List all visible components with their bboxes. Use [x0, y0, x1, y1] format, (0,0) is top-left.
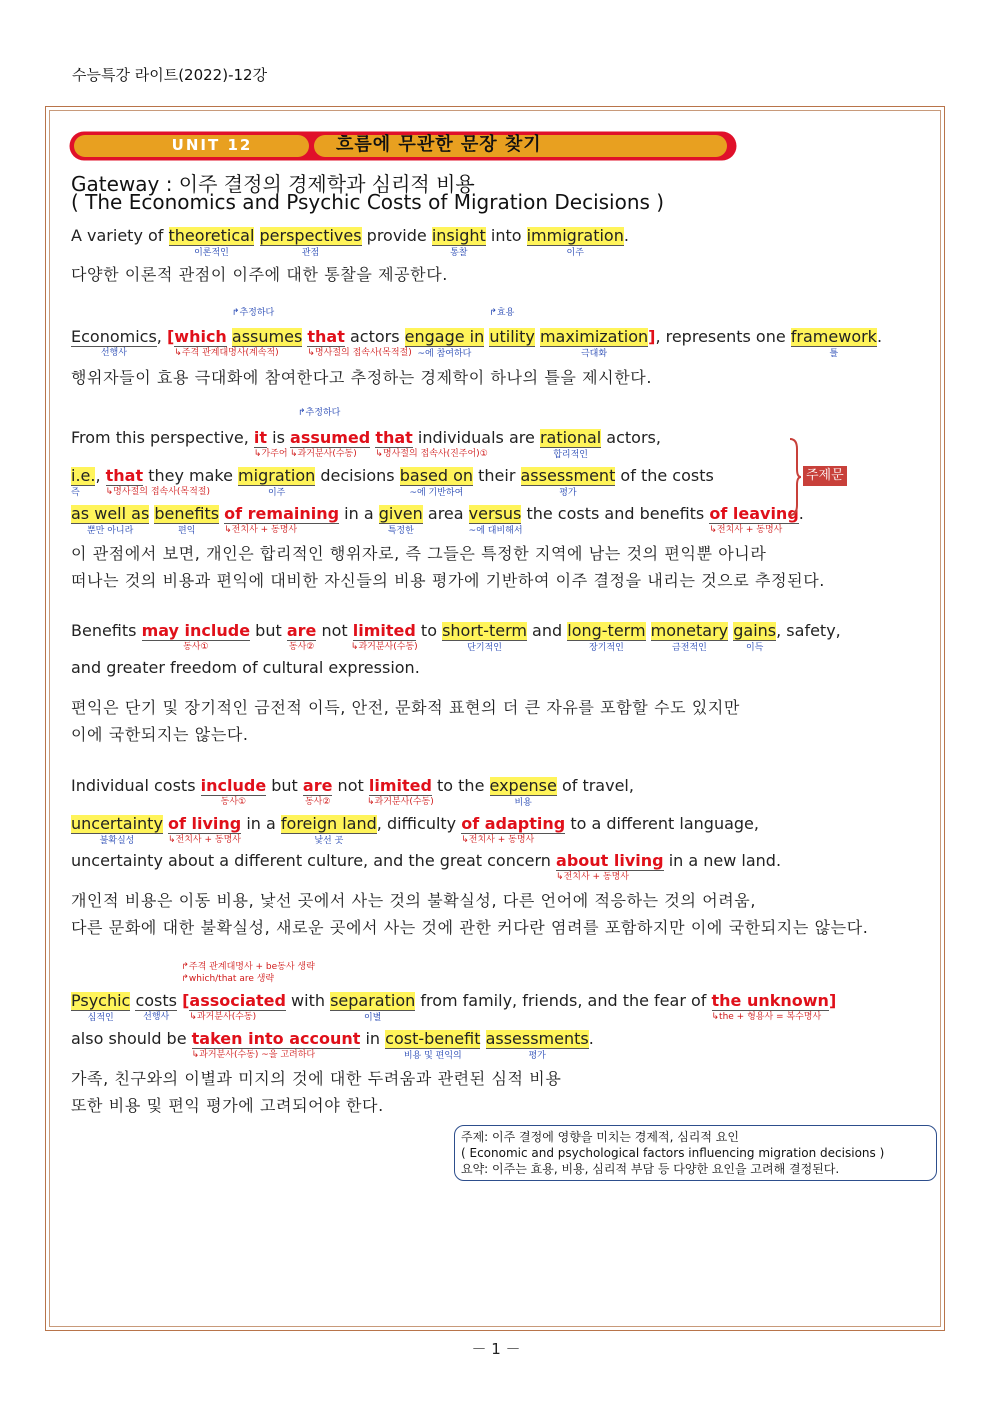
word: that — [307, 327, 345, 346]
word: which — [174, 327, 227, 346]
vocab-word — [539, 428, 602, 460]
grammar-note: ↳과거분사(수동) — [350, 642, 418, 652]
vocab-word — [442, 621, 527, 653]
sentence-1 — [71, 226, 629, 258]
text: actors — [344, 327, 405, 346]
topic-sentence-brace — [788, 437, 802, 517]
unit-label: UNIT 12 — [171, 136, 253, 154]
gateway-title-ko: Gateway : 이주 결정의 경제학과 심리적 비용 — [71, 172, 475, 196]
word: costs — [135, 991, 177, 1010]
word: framework — [790, 327, 877, 346]
word: theoretical — [168, 226, 255, 245]
text: actors, — [601, 428, 661, 447]
gateway-title-en: ( The Economics and Psychic Costs of Migration Decisions ) — [71, 190, 665, 214]
word-gloss: 즉 — [71, 488, 80, 498]
grammar-word — [711, 991, 829, 1022]
grammar-note: ↳전치사 + 동명사 — [168, 835, 241, 845]
text: Individual costs — [71, 776, 201, 795]
text: , — [95, 466, 106, 485]
word: engage in — [404, 327, 485, 346]
grammar-word — [168, 814, 242, 845]
grammar-note: ↱주격 관계대명사 + be동사 생략 — [181, 962, 315, 972]
bracket: [ — [166, 327, 175, 346]
bracket: ] — [648, 327, 656, 346]
translation-4-line-1: 편익은 단기 및 장기적인 금전적 이득, 안전, 문화적 표현의 더 큰 자유를 포함할 수도 있지만 — [71, 698, 740, 717]
text: . — [876, 327, 883, 346]
word-gloss: 통찰 — [450, 248, 468, 258]
word: about living — [556, 851, 664, 870]
vocab-word — [280, 814, 377, 846]
word-gloss: 이별 — [363, 1013, 382, 1023]
word: given — [378, 504, 423, 523]
word-gloss: 이주 — [566, 248, 584, 258]
vocab-word — [468, 504, 523, 536]
word: maximization — [539, 327, 649, 346]
translation-5-line-1: 개인적 비용은 이동 비용, 낯선 곳에서 사는 것의 불확실성, 다른 언어에 적응하는 것의 어려움, — [71, 891, 757, 910]
grammar-word — [350, 621, 418, 652]
grammar-word — [141, 621, 251, 652]
unit-topic: 흐름에 무관한 문장 찾기 — [336, 134, 542, 155]
text: but — [266, 776, 303, 795]
word: assessments — [485, 1029, 589, 1048]
word-gloss: 비용 — [514, 798, 532, 808]
vocab-word — [71, 466, 96, 498]
grammar-word — [224, 504, 340, 535]
sentence-3-line-3 — [71, 504, 804, 536]
text: . — [798, 504, 804, 523]
word: of remaining — [224, 504, 340, 523]
text: area — [422, 504, 469, 523]
page-number: － 1 － — [471, 1340, 521, 1358]
translation-3-line-2: 떠나는 것의 비용과 편익에 대비한 자신들의 비용 평가에 기반하여 이주 결정을 내리는 것으로 추정된다. — [71, 571, 825, 590]
sentence-3-line-2 — [71, 466, 714, 498]
grammar-note: 동사① — [220, 797, 247, 807]
word: it — [253, 428, 268, 447]
vocab-word — [489, 308, 535, 347]
text: to a different language, — [565, 814, 759, 833]
word: are — [302, 776, 333, 795]
text: they make — [143, 466, 239, 485]
word: long-term — [567, 621, 646, 640]
text: decisions — [315, 466, 400, 485]
word: limited — [352, 621, 416, 640]
grammar-note: ↳전치사 + 동명사 — [461, 835, 535, 845]
text: of travel, — [556, 776, 634, 795]
bracket: ] — [828, 991, 837, 1010]
word: the unknown — [711, 991, 829, 1010]
word: gains — [733, 621, 777, 640]
unit-banner — [68, 130, 738, 162]
sentence-6-line-2 — [71, 1029, 594, 1061]
text: From this perspective, — [71, 428, 254, 447]
word-gloss: 관점 — [301, 248, 320, 258]
text: to the — [431, 776, 490, 795]
word: immigration — [526, 226, 624, 245]
text: but — [250, 621, 287, 640]
translation-6-line-2: 또한 비용 및 편익 평가에 고려되어야 한다. — [71, 1096, 384, 1115]
word-gloss: ~에 기반하여 — [409, 488, 464, 498]
word-gloss: 틀 — [829, 349, 839, 359]
vocab-word — [71, 504, 150, 536]
translation-5-line-2: 다른 문화에 대한 불확실성, 새로운 곳에서 사는 것에 관한 커다란 염려를 포함하지만 이에 국한되지는 않는다. — [71, 918, 869, 937]
word: cost-benefit — [385, 1029, 481, 1048]
sentence-5-line-1 — [71, 776, 634, 808]
vocab-word — [71, 814, 163, 846]
word: migration — [238, 466, 316, 485]
word: Psychic — [71, 991, 131, 1010]
text: , represents one — [655, 327, 791, 346]
grammar-note: ↳과거분사(수동) — [290, 449, 357, 459]
grammar-word — [461, 814, 566, 845]
text: from family, friends, and the fear of — [415, 991, 712, 1010]
grammar-word — [290, 408, 371, 459]
text: provide — [361, 226, 432, 245]
text: to — [415, 621, 443, 640]
text: the costs and benefits — [521, 504, 710, 523]
vocab-word — [404, 327, 485, 359]
grammar-note: ↳전치사 + 동명사 — [709, 525, 783, 535]
vocab-word — [259, 226, 362, 258]
text: , — [156, 327, 167, 346]
vocab-word — [790, 327, 877, 359]
word-gloss: ~에 대비해서 — [468, 526, 523, 536]
vocab-word — [650, 621, 729, 653]
word-gloss: 불확실성 — [99, 836, 135, 846]
vocab-word — [385, 1029, 481, 1061]
word-gloss: 선행사 — [143, 1012, 170, 1022]
grammar-note: ↳전치사 + 동명사 — [556, 872, 629, 882]
word-gloss: ~에 참여하다 — [417, 349, 472, 359]
grammar-word — [556, 851, 664, 882]
vocab-word — [330, 991, 416, 1023]
grammar-note: 동사① — [183, 642, 209, 652]
translation-6-line-1: 가족, 친구와의 이별과 미지의 것에 대한 두려움과 관련된 심적 비용 — [71, 1069, 562, 1088]
grammar-word — [191, 1029, 361, 1060]
translation-3-line-1: 이 관점에서 보면, 개인은 합리적인 행위자로, 즉 그들은 특정한 지역에 남는 것의 편익뿐 아니라 — [71, 544, 767, 563]
word: benefits — [154, 504, 220, 523]
vocab-word — [154, 504, 220, 536]
word: separation — [330, 991, 416, 1010]
grammar-word — [286, 621, 317, 652]
word-gloss: 평가 — [528, 1051, 546, 1061]
vocab-word — [168, 226, 255, 258]
word-gloss: 선행사 — [100, 348, 127, 358]
word-gloss: 단기적인 — [467, 643, 502, 653]
text: of the costs — [615, 466, 714, 485]
word: monetary — [650, 621, 729, 640]
grammar-word — [302, 776, 333, 807]
word: versus — [468, 504, 522, 523]
vocab-word — [431, 226, 486, 258]
word: taken into account — [191, 1029, 361, 1048]
sentence-3-line-1 — [71, 408, 661, 460]
vocab-word — [231, 308, 303, 347]
word-gloss: 편익 — [178, 526, 196, 536]
sentence-5-line-3 — [71, 851, 782, 882]
sentence-4-line-1 — [71, 621, 841, 653]
word-gloss: 극대화 — [580, 349, 608, 359]
word: short-term — [442, 621, 527, 640]
text: not — [332, 776, 369, 795]
vocab-word — [238, 466, 316, 498]
word-gloss: 이득 — [745, 643, 764, 653]
word: expense — [489, 776, 557, 795]
grammar-note: ↳the + 형용사 = 복수명사 — [711, 1012, 822, 1022]
word: as well as — [71, 504, 150, 523]
word-gloss: ↱추정하다 — [298, 408, 341, 418]
grammar-word — [200, 776, 267, 807]
grammar-note: ↳명사절의 접속사(목적절) — [105, 487, 211, 497]
text: , difficulty — [376, 814, 462, 833]
grammar-note: ↳과거분사(수동) ~을 고려하다 — [191, 1050, 316, 1060]
translation-4-line-2: 이에 국한되지는 않는다. — [71, 725, 249, 744]
text: Benefits — [71, 621, 142, 640]
grammar-note: 동사② — [304, 797, 331, 807]
text: with — [285, 991, 331, 1010]
vocab-word — [489, 776, 557, 808]
word-gloss: 뿐만 아니라 — [86, 526, 134, 536]
grammar-note: ↳가주어 — [253, 449, 288, 459]
word: i.e. — [71, 466, 96, 485]
word: limited — [368, 776, 432, 795]
word: that — [375, 428, 413, 447]
text: into — [485, 226, 527, 245]
text: . — [588, 1029, 594, 1048]
summary-theme: 주제: 이주 결정에 영향을 미치는 경제적, 심리적 요인 — [461, 1130, 739, 1144]
word: based on — [399, 466, 474, 485]
sentence-2 — [71, 308, 883, 359]
summary-box — [454, 1125, 937, 1181]
text: their — [473, 466, 521, 485]
document-header: 수능특강 라이트(2022)-12강 — [72, 66, 268, 84]
text: uncertainty about a different culture, and the great concern — [71, 851, 557, 870]
text: is — [267, 428, 291, 447]
sentence-4-line-2: and greater freedom of cultural expression. — [71, 658, 420, 677]
word-gloss: 낯선 곳 — [314, 836, 344, 846]
word: rational — [539, 428, 602, 447]
vocab-word — [567, 621, 646, 653]
word-gloss: 금전적인 — [672, 643, 707, 653]
text: not — [316, 621, 353, 640]
word: assumed — [290, 428, 371, 447]
grammar-note: ↳명사절의 접속사(진주어)① — [375, 449, 488, 459]
grammar-word — [367, 776, 434, 807]
topic-sentence-badge: 주제문 — [803, 466, 847, 486]
translation-2: 행위자들이 효용 극대화에 참여한다고 추정하는 경제학이 하나의 틀을 제시한다. — [71, 368, 653, 387]
grammar-note: ↳과거분사(수동) — [189, 1012, 257, 1022]
word: may include — [141, 621, 251, 640]
word-gloss: 심적인 — [87, 1013, 114, 1023]
word: insight — [431, 226, 486, 245]
word: Economics — [71, 327, 157, 346]
word: assessment — [520, 466, 616, 485]
word: include — [200, 776, 267, 795]
word: assumes — [231, 327, 303, 346]
word: utility — [489, 327, 535, 346]
text: in — [360, 1029, 386, 1048]
vocab-word — [485, 1029, 589, 1061]
grammar-note: ↳명사절의 접속사(목적절) — [307, 348, 412, 358]
grammar-note: ↳주격 관계대명사(계속적) — [174, 348, 279, 358]
grammar-note: ↱which/that are 생략 — [181, 974, 275, 984]
vocab-word — [71, 991, 131, 1023]
text: . — [623, 226, 629, 245]
translation-1: 다양한 이론적 관점이 이주에 대한 통찰을 제공한다. — [71, 265, 448, 284]
bracket: [ — [182, 991, 190, 1010]
text: and — [526, 621, 568, 640]
word-gloss: 합리적인 — [553, 450, 588, 460]
vocab-word — [378, 504, 423, 536]
word-gloss: 평가 — [559, 488, 577, 498]
word-gloss: 비용 및 편익의 — [403, 1051, 462, 1061]
sentence-6-line-1 — [71, 962, 837, 1023]
word-gloss: 이론적인 — [194, 248, 229, 258]
text: in a new land. — [663, 851, 782, 870]
word-gloss: ↱효용 — [489, 308, 515, 318]
word: that — [105, 466, 144, 485]
word: are — [286, 621, 317, 640]
vocab-word — [520, 466, 616, 498]
word: of living — [168, 814, 242, 833]
text: in a — [241, 814, 281, 833]
vocab-word — [539, 327, 649, 359]
text: individuals are — [412, 428, 540, 447]
vocab-word — [733, 621, 777, 653]
word: uncertainty — [71, 814, 163, 833]
word-gloss: 장기적인 — [589, 643, 624, 653]
text: in a — [339, 504, 379, 523]
word: foreign land — [280, 814, 377, 833]
vocab-word — [399, 466, 474, 498]
vocab-word — [135, 991, 177, 1022]
vocab-word — [71, 327, 157, 358]
word: associated — [189, 991, 286, 1010]
word-gloss: 이주 — [267, 488, 286, 498]
text: A variety of — [71, 226, 169, 245]
word: of adapting — [461, 814, 566, 833]
grammar-note: ↳전치사 + 동명사 — [224, 525, 298, 535]
grammar-note: 동사② — [288, 642, 315, 652]
word: perspectives — [259, 226, 362, 245]
sentence-5-line-2 — [71, 814, 759, 846]
word-gloss: 특정한 — [387, 526, 414, 536]
grammar-note: ↳과거분사(수동) — [367, 797, 434, 807]
text: also should be — [71, 1029, 192, 1048]
vocab-word — [526, 226, 624, 258]
word: of leaving — [709, 504, 799, 523]
grammar-word — [709, 504, 799, 535]
word-gloss: ↱추정하다 — [231, 308, 275, 318]
summary-theme-en: ( Economic and psychological factors influencing migration decisions ) — [461, 1146, 885, 1160]
summary-text: 요약: 이주는 효용, 비용, 심리적 부담 등 다양한 요인을 고려해 결정된다. — [461, 1162, 840, 1176]
text: , safety, — [776, 621, 841, 640]
